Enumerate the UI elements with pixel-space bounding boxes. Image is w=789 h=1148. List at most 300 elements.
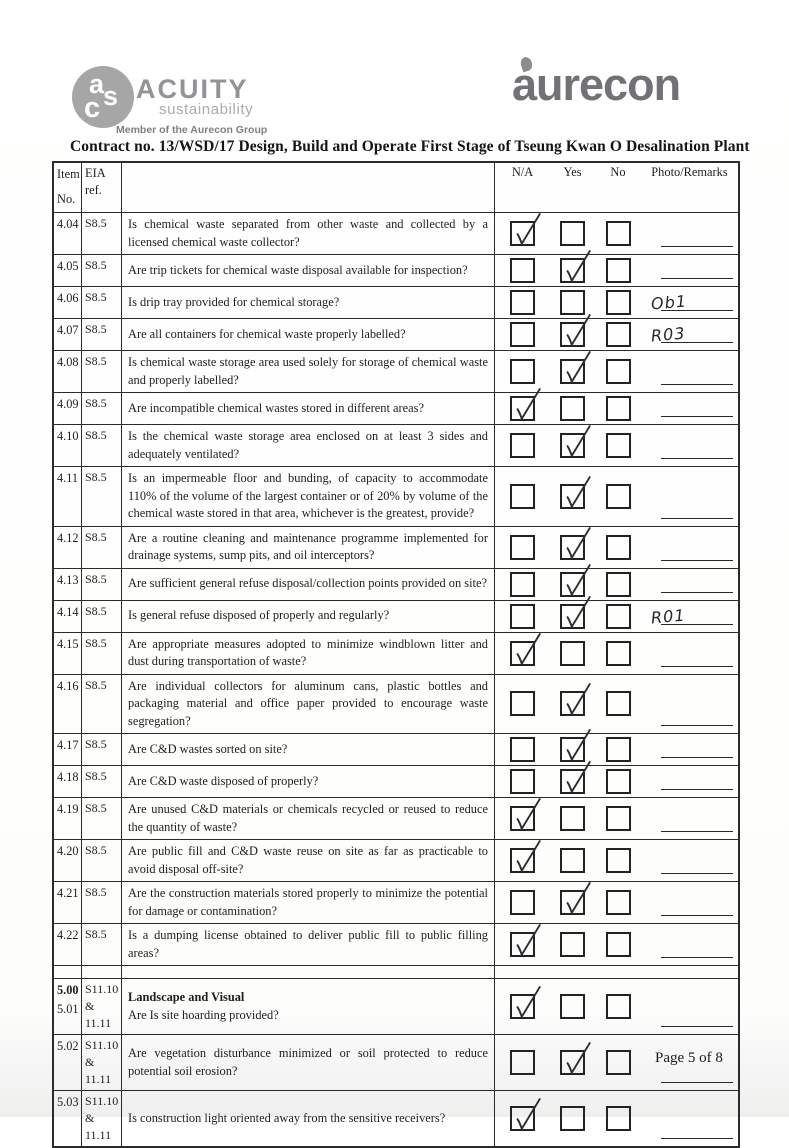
question-cell — [122, 979, 495, 1034]
checkbox-yes[interactable] — [560, 932, 585, 957]
checkbox-no[interactable] — [606, 359, 631, 384]
na-cell — [495, 601, 550, 632]
item-no: 4.05 — [57, 259, 79, 273]
table-row — [54, 527, 738, 569]
table-header-row — [54, 163, 738, 213]
eia-ref: S8.5 — [85, 635, 107, 650]
no-cell — [595, 882, 641, 923]
answer-cells — [495, 425, 738, 466]
remarks-cell — [641, 840, 738, 881]
eia-ref: S8.5 — [85, 216, 107, 230]
eia-ref: S8.5 — [85, 737, 107, 751]
question-cell — [122, 766, 495, 797]
header-na: N/A — [511, 165, 534, 179]
checkbox-no[interactable] — [606, 737, 631, 762]
checkbox-no[interactable] — [606, 1106, 631, 1131]
remark-line — [661, 789, 733, 790]
table-row — [54, 1035, 738, 1091]
remark-line — [661, 915, 733, 916]
question-cell — [122, 1035, 495, 1090]
table-row — [54, 1091, 738, 1146]
checkmark-icon — [510, 840, 542, 876]
question-cell — [122, 924, 495, 965]
remarks-cell — [641, 255, 738, 286]
item-no: 4.10 — [57, 429, 79, 443]
checkbox-no[interactable] — [606, 641, 631, 666]
checkbox-yes[interactable] — [560, 322, 585, 347]
question-text: Is chemical waste storage area used solely for storage of chemical waste and properly labelled? — [128, 355, 488, 387]
checkbox-no[interactable] — [606, 691, 631, 716]
question-text: Are unused C&D materials or chemicals recycled or reused to reduce the quantity of waste? — [128, 802, 488, 834]
no-cell — [595, 1035, 641, 1090]
na-cell — [495, 924, 550, 965]
no-cell — [595, 1091, 641, 1146]
remark-line — [661, 518, 733, 519]
document-title: Contract no. 13/WSD/17 Design, Build and Operate First Stage of Tseung Kwan O Desalination Plant — [70, 138, 750, 155]
item-no-cell — [54, 675, 82, 734]
question-cell — [122, 351, 495, 392]
checkbox-na[interactable] — [510, 848, 535, 873]
checkbox-no[interactable] — [606, 433, 631, 458]
eia-ref: S11.10 & — [85, 1038, 119, 1069]
question-text: Is construction light oriented away from the sensitive receivers? — [128, 1110, 446, 1125]
answer-cells — [495, 966, 738, 978]
checkbox-yes[interactable] — [560, 890, 585, 915]
header-no: No — [610, 165, 626, 179]
question-cell — [122, 798, 495, 839]
question-cell — [122, 675, 495, 734]
checkbox-yes[interactable] — [560, 221, 585, 246]
question-cell — [122, 255, 495, 286]
na-cell — [495, 255, 550, 286]
checkmark-icon — [560, 761, 592, 797]
remarks-cell — [641, 798, 738, 839]
checkbox-na[interactable] — [510, 1106, 535, 1131]
checkbox-yes[interactable] — [560, 737, 585, 762]
checkbox-yes[interactable] — [560, 258, 585, 283]
eia-ref: S8.5 — [85, 769, 107, 783]
question-text: Are the construction materials stored properly to minimize the potential for damage or contamination? — [128, 886, 488, 918]
question-cell — [122, 1091, 495, 1146]
checkbox-na[interactable] — [510, 737, 535, 762]
checkbox-na[interactable] — [510, 932, 535, 957]
item-no-cell — [54, 633, 82, 674]
checkbox-na[interactable] — [510, 258, 535, 283]
eia-ref-cell — [82, 255, 122, 286]
item-no: 4.13 — [57, 572, 79, 587]
checkbox-na[interactable] — [510, 322, 535, 347]
answer-cells — [495, 766, 738, 797]
question-cell — [122, 425, 495, 466]
remark-line — [661, 957, 733, 958]
remarks-cell — [641, 675, 738, 734]
checkbox-no[interactable] — [606, 221, 631, 246]
eia-ref-cell — [82, 319, 122, 350]
eia-ref-cell — [82, 287, 122, 318]
checkbox-na[interactable] — [510, 359, 535, 384]
checkbox-na[interactable] — [510, 433, 535, 458]
item-no: 4.08 — [57, 355, 79, 369]
no-cell — [595, 840, 641, 881]
item-no-cell — [54, 569, 82, 600]
handwritten-remark: R03 — [650, 323, 687, 346]
question-text: Are C&D wastes sorted on site? — [128, 741, 288, 756]
checkbox-yes[interactable] — [560, 641, 585, 666]
checkbox-no[interactable] — [606, 290, 631, 315]
item-no-cell — [54, 425, 82, 466]
item-no: 4.15 — [57, 636, 79, 651]
table-row — [54, 882, 738, 924]
yes-cell — [550, 979, 595, 1034]
remark-line — [661, 310, 733, 311]
eia-ref: S8.5 — [85, 396, 107, 410]
question-text: Is general refuse disposed of properly and regularly? — [128, 608, 390, 623]
checkbox-yes[interactable] — [560, 359, 585, 384]
yes-cell — [550, 601, 595, 632]
eia-ref: S8.5 — [85, 258, 107, 272]
no-cell — [595, 924, 641, 965]
table-row — [54, 601, 738, 633]
checkbox-yes[interactable] — [560, 396, 585, 421]
na-cell — [495, 287, 550, 318]
answer-cells — [495, 319, 738, 350]
checkbox-yes[interactable] — [560, 806, 585, 831]
eia-ref: & 11.11 — [85, 999, 112, 1030]
question-text: Are incompatible chemical wastes stored in different areas? — [128, 400, 424, 415]
checkbox-no[interactable] — [606, 994, 631, 1019]
item-no-cell — [54, 213, 82, 254]
yes-cell — [550, 527, 595, 568]
no-cell — [595, 467, 641, 526]
table-row — [54, 840, 738, 882]
remarks-cell — [641, 393, 738, 424]
item-no: 4.06 — [57, 291, 79, 305]
na-cell — [495, 1035, 550, 1090]
yes-cell — [550, 633, 595, 674]
remark-line — [661, 757, 733, 758]
checkbox-no[interactable] — [606, 396, 631, 421]
checkbox-yes[interactable] — [560, 691, 585, 716]
question-text: Is the chemical waste storage area enclosed on at least 3 sides and adequately ventilated? — [128, 429, 488, 461]
checkmark-icon — [560, 527, 592, 563]
checkbox-na[interactable] — [510, 572, 535, 597]
question-text: Is drip tray provided for chemical storage? — [128, 294, 340, 309]
na-cell — [495, 766, 550, 797]
checkmark-icon — [560, 882, 592, 918]
eia-ref-cell — [82, 979, 122, 1034]
yes-cell — [550, 766, 595, 797]
table-row — [54, 351, 738, 393]
remark-line — [661, 1026, 733, 1027]
table-row — [54, 467, 738, 527]
question-cell — [122, 633, 495, 674]
checkbox-yes[interactable] — [560, 994, 585, 1019]
na-cell — [495, 569, 550, 600]
item-no: 4.09 — [57, 397, 79, 411]
eia-ref-cell — [82, 425, 122, 466]
checkbox-yes[interactable] — [560, 484, 585, 509]
remark-line — [661, 458, 733, 459]
answer-cells — [495, 924, 738, 965]
item-no: 5.00 — [57, 983, 79, 997]
na-cell — [495, 319, 550, 350]
no-cell — [595, 213, 641, 254]
yes-cell — [550, 425, 595, 466]
question-cell — [122, 966, 495, 978]
no-cell — [595, 798, 641, 839]
item-no-cell — [54, 287, 82, 318]
eia-ref: S11.10 — [85, 982, 119, 996]
eia-ref-cell — [82, 966, 122, 978]
eia-ref: S8.5 — [85, 603, 107, 618]
eia-ref-cell — [82, 1091, 122, 1146]
answer-cells — [495, 633, 738, 674]
remarks-cell — [641, 569, 738, 600]
question-text: Are appropriate measures adopted to minimize windblown litter and dust during transportation of waste? — [128, 636, 488, 668]
acuity-logo-text: ACUITY — [136, 74, 249, 104]
checklist-body — [54, 213, 738, 1146]
na-cell — [495, 467, 550, 526]
checkbox-na[interactable] — [510, 221, 535, 246]
checklist-table — [52, 161, 740, 1148]
table-row — [54, 287, 738, 319]
yes-cell — [550, 882, 595, 923]
checkbox-yes[interactable] — [560, 433, 585, 458]
remarks-cell — [641, 979, 738, 1034]
remarks-cell — [641, 351, 738, 392]
checkbox-na[interactable] — [510, 691, 535, 716]
eia-ref: S8.5 — [85, 290, 107, 304]
question-cell — [122, 840, 495, 881]
checkbox-na[interactable] — [510, 641, 535, 666]
item-no: 4.14 — [57, 604, 79, 619]
item-no-cell — [54, 798, 82, 839]
remark-line — [661, 246, 733, 247]
checkbox-na[interactable] — [510, 1050, 535, 1075]
eia-ref-cell — [82, 734, 122, 765]
question-cell — [122, 569, 495, 600]
checkbox-yes[interactable] — [560, 290, 585, 315]
checkbox-no[interactable] — [606, 890, 631, 915]
item-no: 4.18 — [57, 770, 79, 784]
checkbox-yes[interactable] — [560, 848, 585, 873]
checkmark-icon — [510, 1098, 542, 1134]
eia-ref: S8.5 — [85, 927, 107, 941]
question-text: Are a routine cleaning and maintenance programme implemented for drainage systems, sump pits, and oil interceptors? — [128, 530, 488, 562]
no-cell — [595, 425, 641, 466]
checkbox-no[interactable] — [606, 806, 631, 831]
no-cell — [595, 633, 641, 674]
yes-cell — [550, 1091, 595, 1146]
eia-ref: S8.5 — [85, 571, 107, 586]
item-no: 4.11 — [57, 471, 79, 485]
item-no-cell — [54, 840, 82, 881]
item-no-cell — [54, 601, 82, 632]
no-cell — [595, 766, 641, 797]
answer-cells — [495, 675, 738, 734]
no-cell — [595, 734, 641, 765]
header-photo-remarks: Photo/Remarks — [651, 165, 728, 179]
eia-ref: 11.11 — [85, 1128, 112, 1142]
answer-cells — [495, 255, 738, 286]
checkmark-icon — [560, 314, 592, 350]
table-row — [54, 734, 738, 766]
header-yes: Yes — [563, 165, 582, 179]
item-no-cell — [54, 527, 82, 568]
no-cell — [595, 255, 641, 286]
remark-line — [661, 416, 733, 417]
remarks-cell — [641, 966, 738, 978]
yes-cell — [550, 569, 595, 600]
item-no-cell — [54, 255, 82, 286]
eia-ref-cell — [82, 569, 122, 600]
checkbox-no[interactable] — [606, 258, 631, 283]
checkbox-yes[interactable] — [560, 1050, 585, 1075]
checkbox-na[interactable] — [510, 890, 535, 915]
question-cell — [122, 882, 495, 923]
question-text: Are public fill and C&D waste reuse on site as far as practicable to avoid disposal off-site? — [128, 844, 488, 876]
eia-ref: S8.5 — [85, 801, 107, 815]
item-no: 4.07 — [57, 323, 79, 337]
checkbox-yes[interactable] — [560, 1106, 585, 1131]
checkbox-yes[interactable] — [560, 769, 585, 794]
checkbox-na[interactable] — [510, 535, 535, 560]
item-no-cell — [54, 766, 82, 797]
checkbox-na[interactable] — [510, 290, 535, 315]
question-cell — [122, 287, 495, 318]
remarks-cell — [641, 425, 738, 466]
table-row — [54, 425, 738, 467]
question-text: Are all containers for chemical waste properly labelled? — [128, 326, 406, 341]
eia-ref-cell — [82, 1035, 122, 1090]
checkbox-na[interactable] — [510, 994, 535, 1019]
checkbox-no[interactable] — [606, 535, 631, 560]
checkmark-icon — [560, 564, 592, 600]
eia-ref-cell — [82, 766, 122, 797]
remark-line — [661, 624, 733, 625]
header-item-no: Item No. — [54, 163, 82, 212]
checkmark-icon — [560, 683, 592, 719]
remarks-cell — [641, 1091, 738, 1146]
remark-line — [661, 725, 733, 726]
remark-line — [661, 666, 733, 667]
question-cell — [122, 319, 495, 350]
checkbox-no[interactable] — [606, 848, 631, 873]
remarks-cell — [641, 766, 738, 797]
checkbox-no[interactable] — [606, 484, 631, 509]
remarks-cell — [641, 467, 738, 526]
no-cell — [595, 601, 641, 632]
item-no-cell — [54, 467, 82, 526]
item-no: 4.04 — [57, 217, 79, 231]
na-cell — [495, 979, 550, 1034]
remarks-cell — [641, 601, 738, 632]
eia-ref-cell — [82, 213, 122, 254]
na-cell — [495, 798, 550, 839]
table-row — [54, 924, 738, 966]
monogram-letter: c — [84, 92, 101, 124]
checkbox-no[interactable] — [606, 1050, 631, 1075]
eia-ref: S8.5 — [85, 354, 107, 368]
question-text: Are trip tickets for chemical waste disposal available for inspection? — [128, 262, 468, 277]
eia-ref: S11.10 & — [85, 1094, 119, 1125]
checkbox-na[interactable] — [510, 806, 535, 831]
question-cell — [122, 213, 495, 254]
yes-cell — [550, 319, 595, 350]
yes-cell — [550, 393, 595, 424]
remarks-cell — [641, 213, 738, 254]
item-no: 4.22 — [57, 928, 79, 942]
yes-cell — [550, 924, 595, 965]
remark-line — [661, 873, 733, 874]
checkmark-icon — [510, 986, 542, 1022]
table-row — [54, 633, 738, 675]
remarks-cell — [641, 882, 738, 923]
table-row — [54, 255, 738, 287]
header-question-column — [122, 163, 495, 212]
checkmark-icon — [510, 798, 542, 834]
checkbox-no[interactable] — [606, 932, 631, 957]
na-cell — [495, 1091, 550, 1146]
remarks-cell — [641, 287, 738, 318]
item-no-cell — [54, 979, 82, 1034]
question-text: Is a dumping license obtained to deliver public fill to public filling areas? — [128, 928, 488, 960]
remarks-cell — [641, 734, 738, 765]
question-text: Are Is site hoarding provided? — [128, 1007, 279, 1022]
na-cell — [495, 734, 550, 765]
eia-ref: 11.11 — [85, 1072, 112, 1086]
no-cell — [595, 979, 641, 1034]
yes-cell — [550, 1035, 595, 1090]
answer-cells — [495, 882, 738, 923]
monogram-letter: s — [103, 81, 119, 111]
checkbox-yes[interactable] — [560, 604, 585, 629]
eia-ref: S8.5 — [85, 885, 107, 899]
checkbox-na[interactable] — [510, 769, 535, 794]
checkbox-na[interactable] — [510, 396, 535, 421]
yes-cell — [550, 966, 595, 978]
no-cell — [595, 393, 641, 424]
no-cell — [595, 675, 641, 734]
table-row — [54, 798, 738, 840]
table-row — [54, 569, 738, 601]
remarks-cell — [641, 924, 738, 965]
remarks-cell — [641, 633, 738, 674]
handwritten-remark: R01 — [650, 605, 687, 627]
checkbox-yes[interactable] — [560, 572, 585, 597]
no-cell — [595, 966, 641, 978]
question-text: Are sufficient general refuse disposal/collection points provided on site? — [128, 576, 487, 591]
eia-ref: S8.5 — [85, 843, 107, 857]
eia-ref: S8.5 — [85, 322, 107, 336]
checkbox-na[interactable] — [510, 484, 535, 509]
na-cell — [495, 675, 550, 734]
table-row — [54, 675, 738, 735]
checkbox-no[interactable] — [606, 322, 631, 347]
handwritten-remark: Ob1 — [650, 291, 688, 314]
remark-line — [661, 1082, 733, 1083]
checkbox-no[interactable] — [606, 572, 631, 597]
answer-cells — [495, 569, 738, 600]
checkbox-no[interactable] — [606, 769, 631, 794]
eia-ref-cell — [82, 840, 122, 881]
item-no-cell — [54, 319, 82, 350]
checkbox-yes[interactable] — [560, 535, 585, 560]
answer-cells — [495, 393, 738, 424]
checkmark-icon — [560, 1042, 592, 1078]
checkbox-na[interactable] — [510, 604, 535, 629]
checkbox-no[interactable] — [606, 604, 631, 629]
